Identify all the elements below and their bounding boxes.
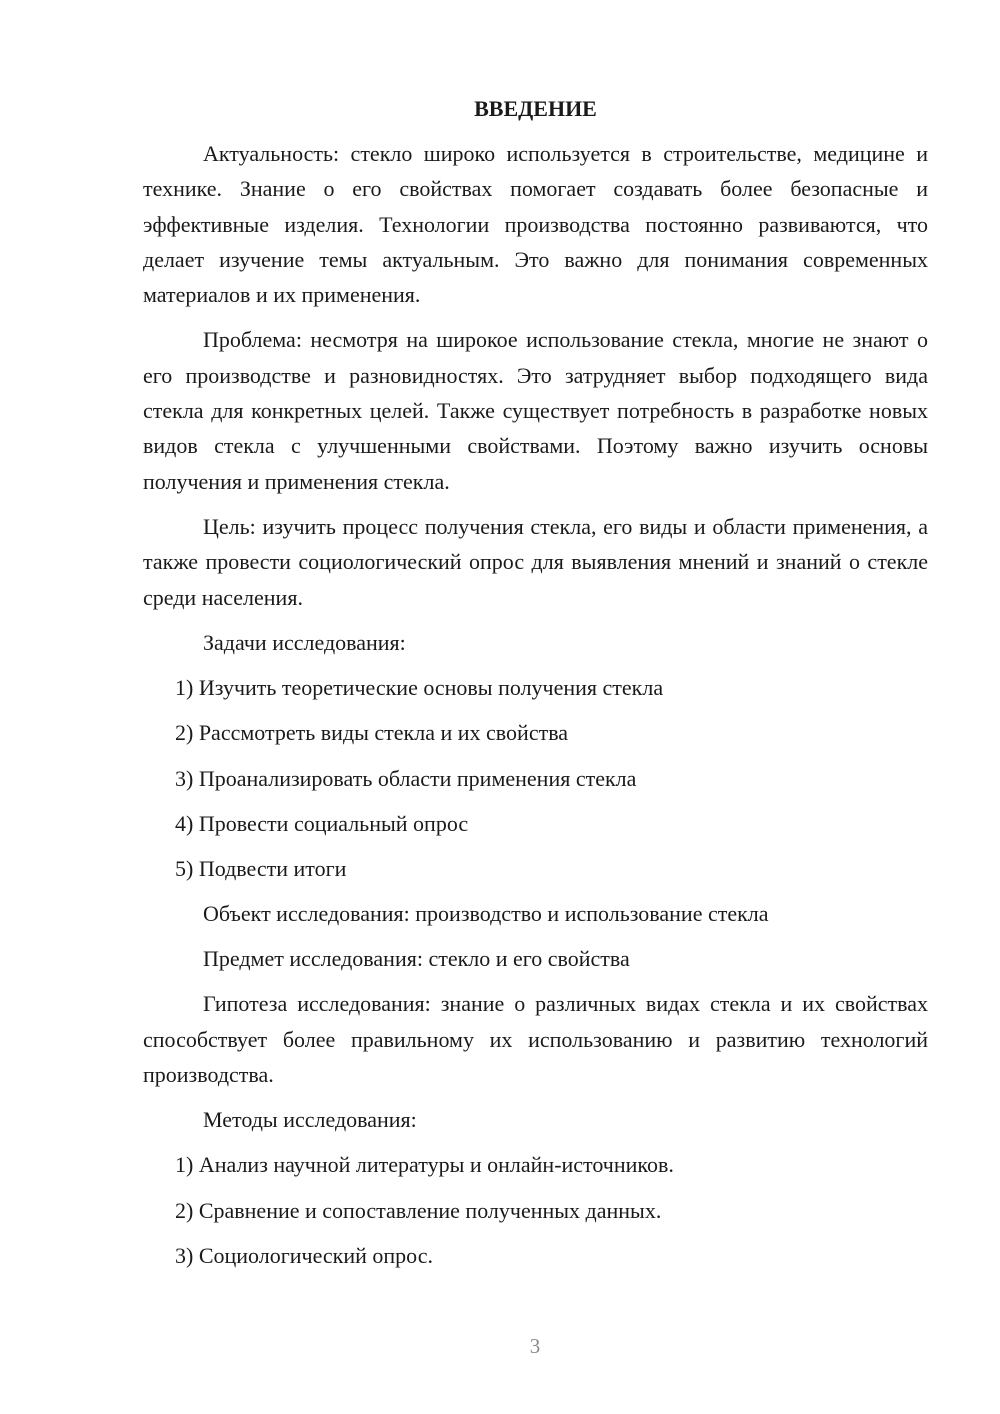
method-item: 2) Сравнение и сопоставление полученных данных.	[175, 1197, 662, 1223]
page-content	[143, 94, 928, 1283]
hypothesis-paragraph: Гипотеза исследования: знание о различных видах стекла и их свойствах способствует более правильному их использованию и развитию технологий производства.	[143, 991, 928, 1088]
page-number: 3	[529, 1334, 541, 1358]
subject-line: Предмет исследования: стекло и его свойства	[203, 946, 630, 972]
relevance-paragraph: Актуальность: стекло широко используется в строительстве, медицине и технике. Знание о его свойствах помогает создавать более безопасные и эффективные изделия. Технологии производства постоянно развиваются, что делает изучение темы актуальным. Это важно для понимания современных материалов и их применения.	[143, 141, 928, 308]
task-item: 5) Подвести итоги	[175, 856, 347, 882]
task-item: 3) Проанализировать области применения стекла	[175, 765, 637, 791]
goal-paragraph: Цель: изучить процесс получения стекла, его виды и области применения, а также провести социологический опрос для выявления мнений и знаний о стекле среди населения.	[143, 513, 928, 610]
tasks-list	[143, 670, 928, 887]
object-line: Объект исследования: производство и использование стекла	[203, 901, 769, 927]
task-item: 2) Рассмотреть виды стекла и их свойства	[175, 720, 569, 746]
task-item: 4) Провести социальный опрос	[175, 811, 469, 837]
problem-paragraph: Проблема: несмотря на широкое использование стекла, многие не знают о его производстве и разновидностях. Это затрудняет выбор подходящего вида стекла для конкретных целей. Также существует потребность в разработке новых видов стекла с улучшенными свойствами. Поэтому важно изучить основы получения и применения стекла.	[143, 327, 928, 494]
methods-list	[143, 1147, 928, 1273]
page-title: ВВЕДЕНИЕ	[474, 96, 597, 121]
task-item: 1) Изучить теоретические основы получения стекла	[175, 674, 664, 700]
method-item: 3) Социологический опрос.	[175, 1243, 433, 1269]
methods-heading: Методы исследования:	[203, 1107, 417, 1133]
tasks-heading: Задачи исследования:	[203, 629, 406, 655]
method-item: 1) Анализ научной литературы и онлайн-источников.	[175, 1152, 674, 1178]
